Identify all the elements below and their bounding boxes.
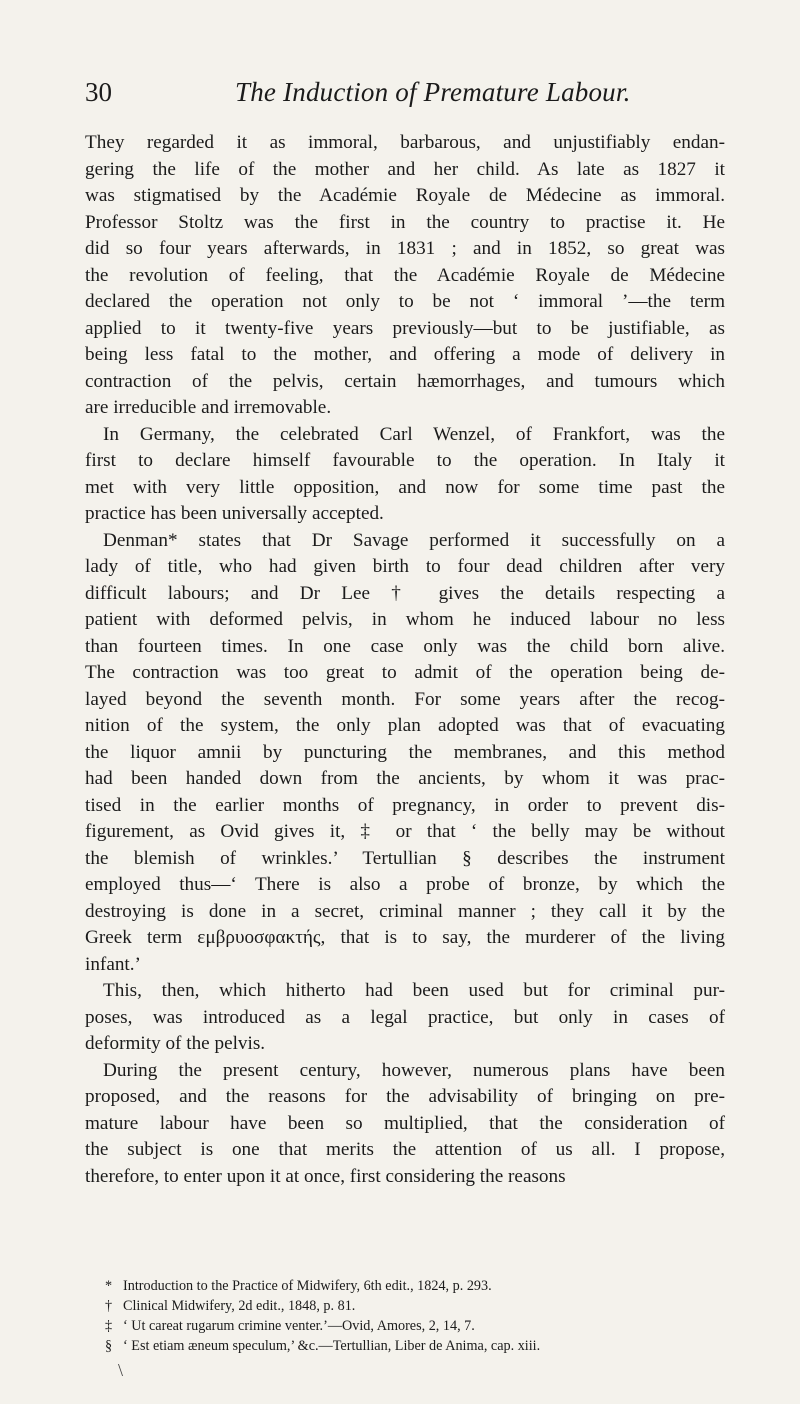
text-line: are irreducible and irremovable. (85, 397, 332, 418)
text-line: therefore, to enter upon it at once, first considering the reasons (85, 1165, 566, 1187)
text-line: the liquor amnii by puncturing the membranes, and this method (85, 741, 725, 763)
text-line: the subject is one that merits the attention of us all. I propose, (85, 1139, 725, 1160)
text-line: proposed, and the reasons for the advisability of bringing on pre- (85, 1086, 725, 1107)
text-line: During the present century, however, numerous plans have been (103, 1059, 725, 1081)
footnote (105, 1336, 725, 1356)
paragraph (85, 1058, 725, 1191)
paragraph (85, 422, 725, 528)
paragraph (85, 528, 725, 979)
text-line: destroying is done in a secret, criminal manner ; they call it by the (85, 900, 725, 922)
footnote-text: Introduction to the Practice of Midwifery, 6th edit., 1824, p. 293. (123, 1278, 492, 1294)
paragraph (85, 130, 725, 422)
footnotes (105, 1276, 725, 1356)
text-line: Professor Stoltz was the first in the country to practise it. He (85, 211, 725, 233)
text-line: infant.’ (85, 953, 141, 975)
page-number: 30 (85, 77, 112, 107)
text-line: In Germany, the celebrated Carl Wenzel, of Frankfort, was the (103, 423, 725, 445)
text-line: had been handed down from the ancients, by whom it was prac- (85, 768, 725, 789)
text-line: mature labour have been so multiplied, that the consideration of (85, 1112, 725, 1134)
text-line: than fourteen times. In one case only was the child born alive. (85, 635, 725, 657)
text-line: contraction of the pelvis, certain hæmorrhages, and tumours which (85, 370, 725, 392)
footnote (105, 1296, 725, 1316)
text-line: being less fatal to the mother, and offering a mode of delivery in (85, 344, 725, 365)
text-line: did so four years afterwards, in 1831 ; and in 1852, so great was (85, 238, 725, 259)
running-title: The Induction of Premature Labour. (235, 77, 631, 107)
text-line: the revolution of feeling, that the Académie Royale de Médecine (85, 264, 725, 286)
text-line: Denman* states that Dr Savage performed it successfully on a (103, 529, 725, 551)
text-line: figurement, as Ovid gives it, ‡ or that ‘ the belly may be without (85, 821, 725, 842)
text-line: gering the life of the mother and her child. As late as 1827 it (85, 158, 725, 180)
text-line: difficult labours; and Dr Lee † gives the details respecting a (85, 582, 725, 604)
body-text (85, 130, 725, 1190)
footnote-text: ‘ Est etiam æneum speculum,’ &c.—Tertullian, Liber de Anima, cap. xiii. (123, 1338, 541, 1354)
page-header (85, 74, 725, 110)
paragraph (85, 978, 725, 1058)
text-line: applied to it twenty-five years previously—but to be justifiable, as (85, 317, 725, 339)
text-line: nition of the system, the only plan adopted was that of evacuating (85, 715, 725, 736)
footnote-marker: * (105, 1278, 113, 1294)
text-line: the blemish of wrinkles.’ Tertullian § describes the instrument (85, 847, 725, 869)
footnote-text: Clinical Midwifery, 2d edit., 1848, p. 81. (123, 1298, 356, 1314)
footnote (105, 1276, 725, 1296)
text-line: The contraction was too great to admit of the operation being de- (85, 662, 725, 683)
text-line: deformity of the pelvis. (85, 1033, 266, 1054)
footnote-marker: ‡ (105, 1318, 113, 1334)
text-line: was stigmatised by the Académie Royale de Médecine as immoral. (85, 185, 725, 206)
text-line: Greek term εμβρυοσφακτής, that is to say, the murderer of the living (85, 927, 725, 948)
footnote-text: ‘ Ut careat rugarum crimine venter.’—Ovid, Amores, 2, 14, 7. (123, 1318, 475, 1334)
text-line: This, then, which hitherto had been used but for criminal pur- (103, 980, 725, 1001)
stray-mark: \ (118, 1360, 124, 1380)
text-line: They regarded it as immoral, barbarous, and unjustifiably endan- (85, 132, 725, 153)
footnote-marker: § (105, 1338, 113, 1354)
text-line: lady of title, who had given birth to four dead children after very (85, 556, 725, 577)
text-line: first to declare himself favourable to the operation. In Italy it (85, 450, 725, 471)
text-line: layed beyond the seventh month. For some years after the recog- (85, 688, 725, 710)
footnote-marker: † (105, 1298, 113, 1314)
text-line: poses, was introduced as a legal practice, but only in cases of (85, 1006, 725, 1028)
text-line: met with very little opposition, and now for some time past the (85, 476, 725, 498)
text-line: tised in the earlier months of pregnancy, in order to prevent dis- (85, 794, 725, 816)
text-line: practice has been universally accepted. (85, 503, 384, 524)
text-line: employed thus—‘ There is also a probe of bronze, by which the (85, 874, 725, 895)
footnote (105, 1316, 725, 1336)
text-line: patient with deformed pelvis, in whom he induced labour no less (85, 609, 725, 630)
text-line: declared the operation not only to be not ‘ immoral ’—the term (85, 291, 725, 312)
